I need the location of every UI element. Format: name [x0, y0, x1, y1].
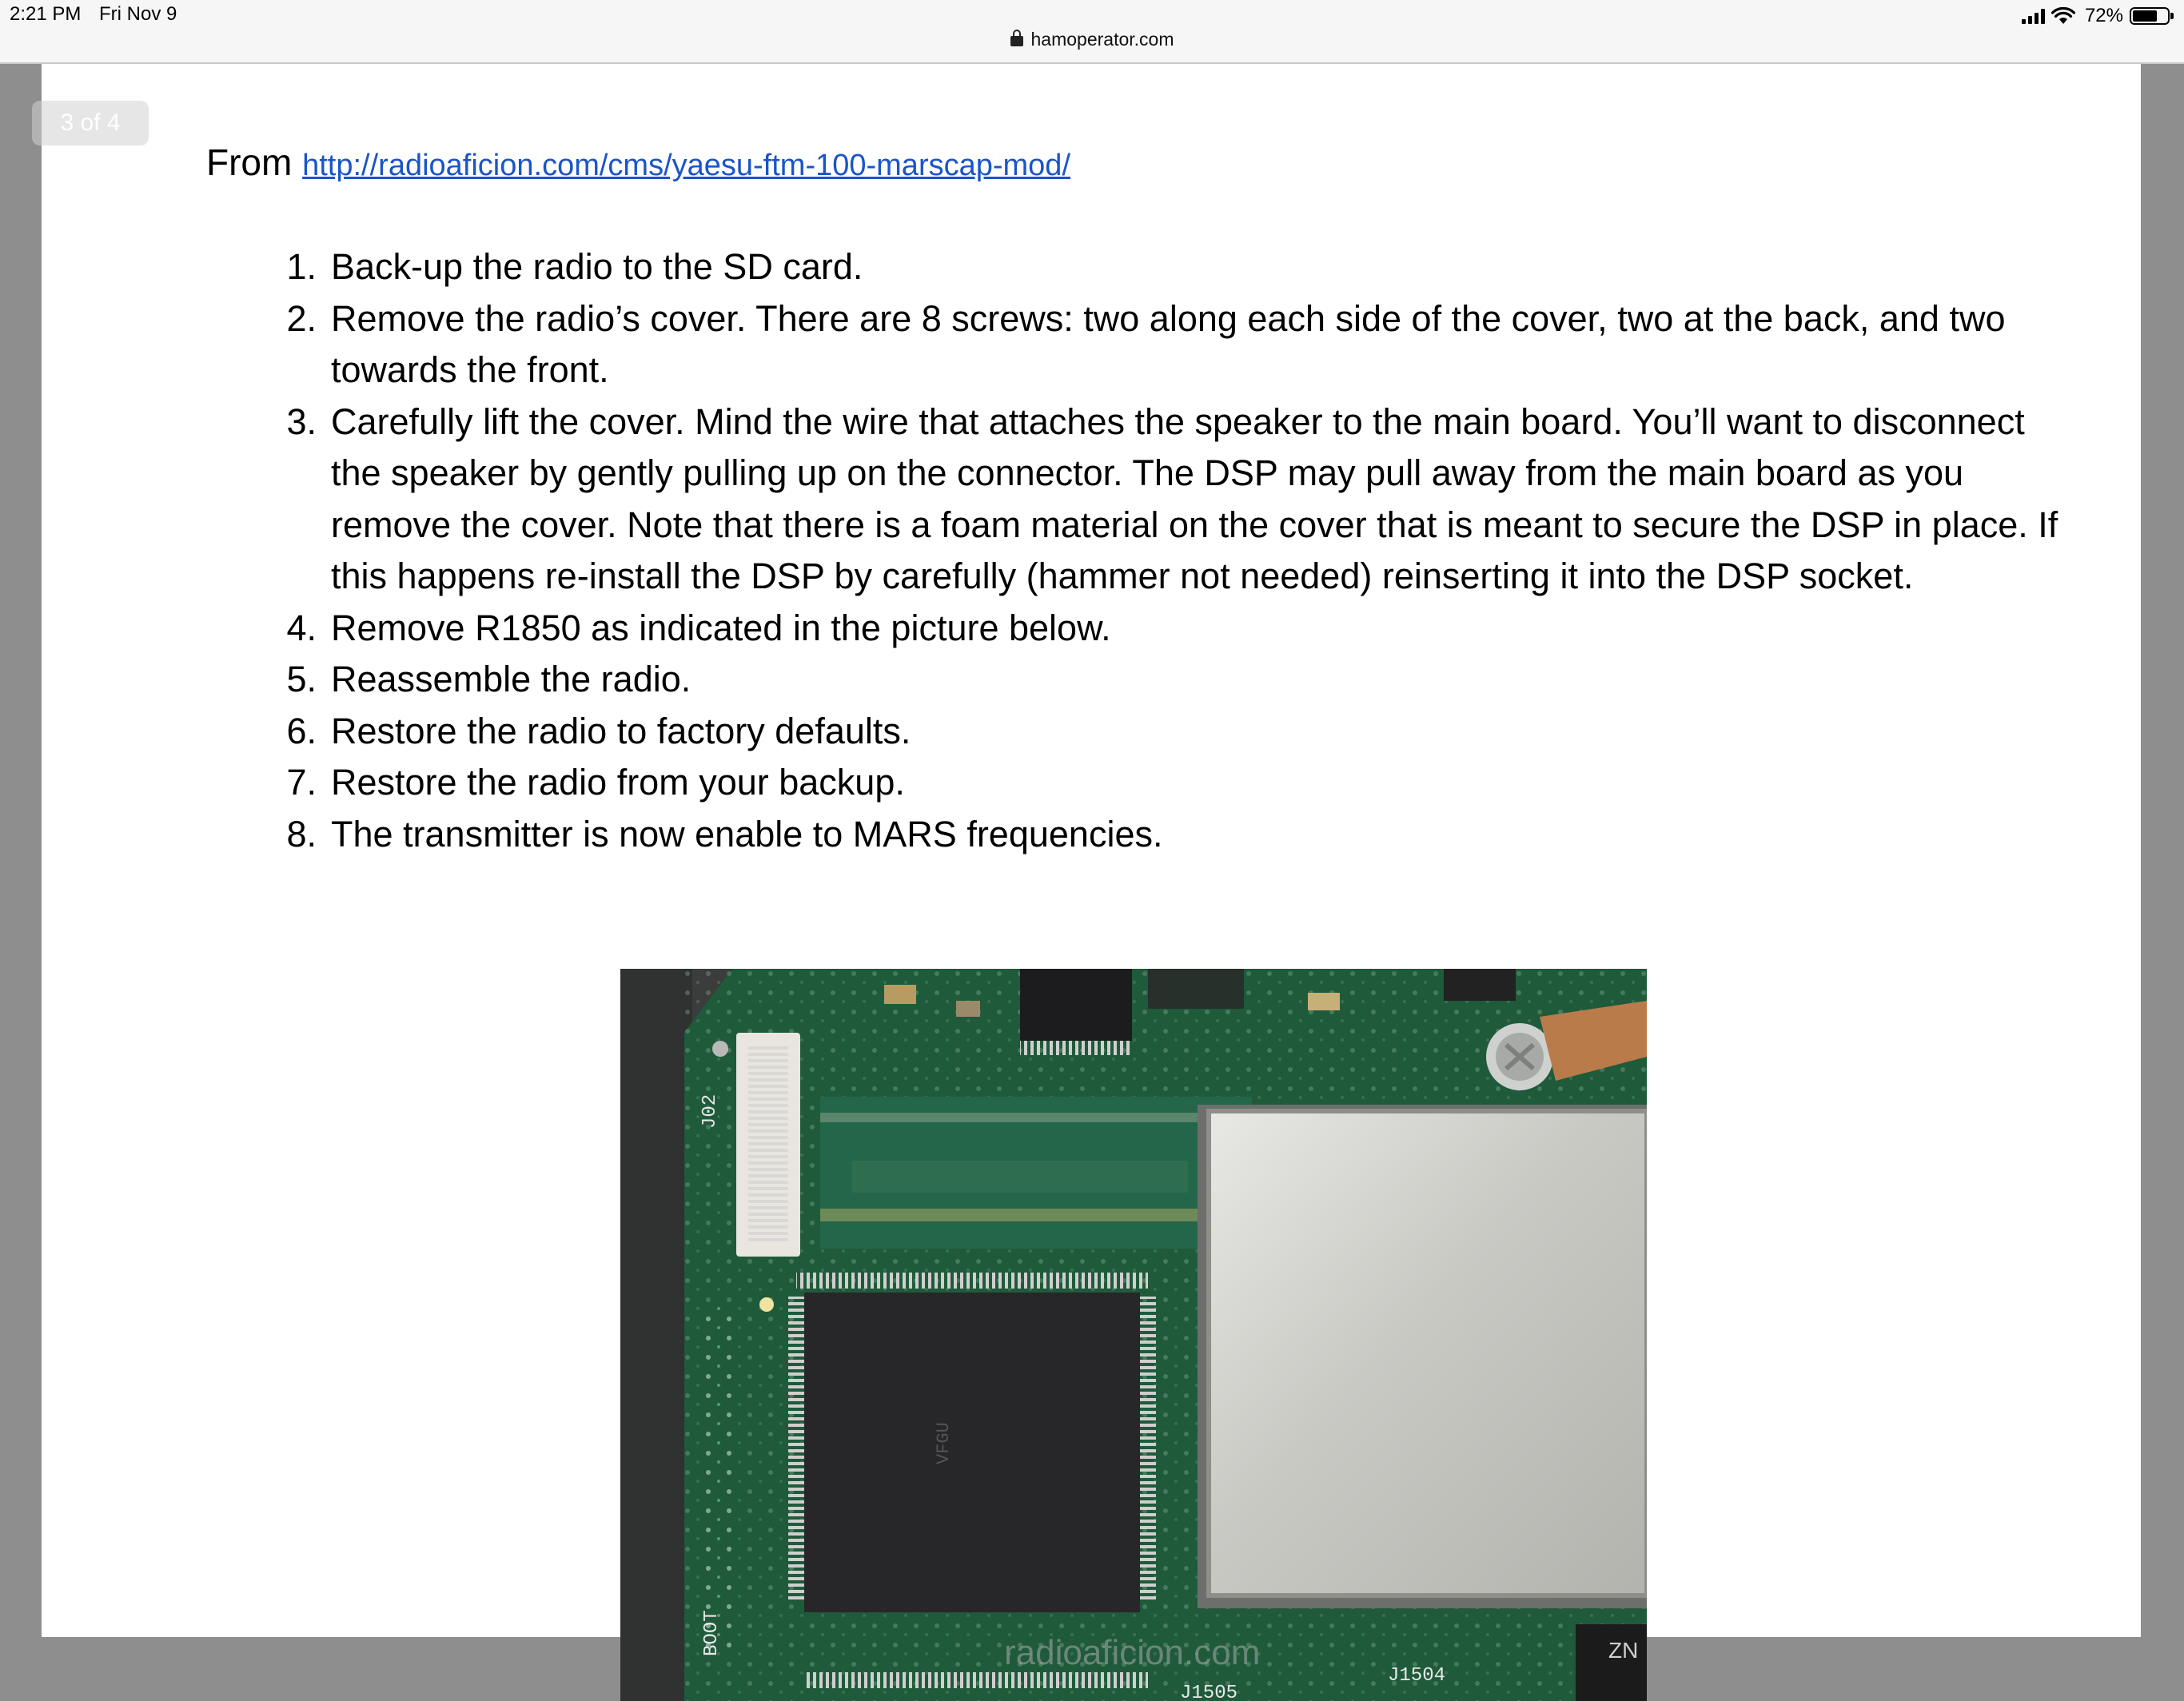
browser-top-bar: [0, 0, 2184, 64]
step-number: 7.: [286, 762, 317, 803]
photo-label-boot: BOOT: [701, 1610, 723, 1656]
step-text: Remove R1850 as indicated in the picture below.: [331, 607, 1111, 648]
wifi-icon: [2051, 7, 2075, 25]
source-link[interactable]: http://radioaficion.com/cms/yaesu-ftm-100-marscap-mod/: [302, 149, 1071, 182]
photo-label-j1504: J1504: [1388, 1665, 1446, 1687]
document-page: [42, 64, 2141, 1701]
list-item: [265, 757, 2064, 809]
step-text: Back-up the radio to the SD card.: [331, 246, 863, 287]
list-item: [265, 293, 2064, 396]
battery-icon: [2130, 7, 2170, 25]
photo-label-j02: J02: [699, 1094, 721, 1129]
svg-text:VFGU: VFGU: [934, 1422, 954, 1464]
step-number: 8.: [286, 813, 317, 854]
list-item: [265, 241, 2064, 293]
source-line: [206, 141, 1070, 184]
from-label: From: [206, 141, 293, 183]
photo-label-watermark: radioaficion.com: [1004, 1633, 1261, 1672]
step-number: 3.: [286, 400, 317, 442]
list-item: [265, 603, 2064, 655]
photo-label-j1505: J1505: [1180, 1683, 1238, 1701]
step-number: 6.: [286, 710, 317, 751]
status-time: 2:21 PM: [10, 3, 82, 25]
list-item: [265, 396, 2064, 603]
step-number: 2.: [286, 297, 317, 339]
steps-list: [265, 241, 2064, 860]
step-text: Carefully lift the cover. Mind the wire that attaches the speaker to the main board. You’ll want to disconnect the speaker by gently pulling up on the connector. The DSP may pull away from the main board as you remove the cover. Note that there is a foam material on the cover that is meant to secure the DSP in place. If this happens re-install the DSP by carefully (hammer not needed) reinserting it into the DSP socket.: [331, 400, 2058, 596]
list-item: [265, 809, 2064, 861]
step-number: 5.: [286, 659, 317, 699]
pcb-photo: [620, 969, 1647, 1701]
cellular-signal-icon: [2022, 8, 2045, 24]
step-text: Restore the radio from your backup.: [331, 762, 905, 803]
step-text: Restore the radio to factory defaults.: [331, 710, 911, 751]
url-text: hamoperator.com: [1030, 29, 1174, 50]
step-text: Reassemble the radio.: [331, 659, 691, 699]
photo-label-zn: ZN: [1608, 1638, 1639, 1663]
pcb-photo-drawing: [620, 969, 1647, 1701]
step-number: 4.: [286, 607, 317, 648]
status-date: Fri Nov 9: [99, 3, 177, 25]
step-text: The transmitter is now enable to MARS frequencies.: [331, 813, 1163, 854]
status-indicators: [2022, 2, 2170, 30]
battery-percent: 72%: [2084, 5, 2123, 26]
list-item: [265, 706, 2064, 758]
step-number: 1.: [286, 246, 317, 287]
page-indicator: 3 of 4: [32, 101, 149, 145]
step-text: Remove the radio’s cover. There are 8 screws: two along each side of the cover, two at the back, and two towards the front.: [331, 297, 2006, 390]
list-item: [265, 654, 2064, 706]
lock-icon: [1010, 36, 1023, 46]
address-bar[interactable]: [0, 29, 2184, 50]
